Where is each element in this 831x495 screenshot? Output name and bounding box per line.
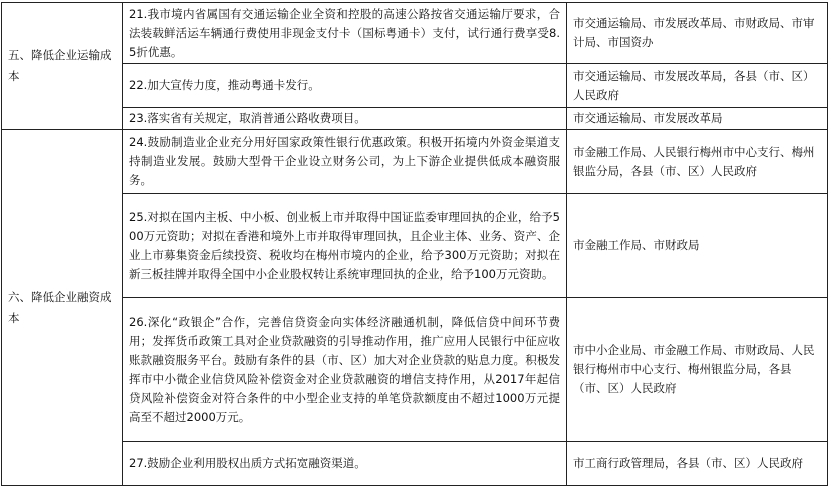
department-cell: 市交通运输局、市发展改革局，各县（市、区）人民政府 [567, 64, 828, 108]
department-cell: 市金融工作局、人民银行梅州市中心支行、梅州银监分局，各县（市、区）人民政府 [567, 130, 828, 194]
department-cell: 市金融工作局、市财政局 [567, 194, 828, 298]
measure-cell: 26.深化“政银企”合作，完善信贷资金向实体经济融通机制，降低信贷中间环节费用；发挥货币政策工具对企业贷款融资的引导推动作用，推广应用人民银行中征应收账款融资服务平台。鼓励有条件的县（市、区）加大对企业贷款的贴息力度。积极发挥市中小微企业信贷风险补偿资金对企业贷款融资的增信支持作用，从2017年起信贷风险补偿资金对符合条件的中小型企业支持的单笔贷款额度由不超过1000万元提高至不超过2000万元。 [123, 298, 567, 442]
measure-cell: 21.我市境内省属国有交通运输企业全资和控股的高速公路按省交通运输厅要求，合法装载鲜活运车辆通行费使用非现金支付卡（国标粤通卡）支付，试行通行费享受8.5折优惠。 [123, 3, 567, 64]
policy-table [1, 2, 828, 486]
table-row [2, 108, 828, 130]
table-row [2, 3, 828, 64]
table-row [2, 64, 828, 108]
measure-cell: 27.鼓励企业利用股权出质方式拓宽融资渠道。 [123, 442, 567, 486]
category-cell: 五、降低企业运输成本 [2, 3, 123, 130]
table-row [2, 442, 828, 486]
table-row [2, 130, 828, 194]
measure-cell: 23.落实省有关规定，取消普通公路收费项目。 [123, 108, 567, 130]
measure-cell: 25.对拟在国内主板、中小板、创业板上市并取得中国证监委审理回执的企业，给予500万元资助；对拟在香港和境外上市并取得审理回执，且企业主体、业务、资产、企业上市募集资金后续投资、税收均在梅州市境内的企业，给予300万元资助；对拟在新三板挂牌并取得全国中小企业股权转让系统审理回执的企业，给予100万元资助。 [123, 194, 567, 298]
category-cell: 六、降低企业融资成本 [2, 130, 123, 486]
measure-cell: 22.加大宣传力度，推动粤通卡发行。 [123, 64, 567, 108]
table-row [2, 298, 828, 442]
table-row [2, 194, 828, 298]
measure-cell: 24.鼓励制造业企业充分用好国家政策性银行优惠政策。积极开拓境内外资金渠道支持制造业发展。鼓励大型骨干企业设立财务公司，为上下游企业提供低成本融资服务。 [123, 130, 567, 194]
department-cell: 市交通运输局、市发展改革局、市财政局、市审计局、市国资办 [567, 3, 828, 64]
department-cell: 市工商行政管理局，各县（市、区）人民政府 [567, 442, 828, 486]
department-cell: 市中小企业局、市金融工作局、市财政局、人民银行梅州市中心支行、梅州银监分局，各县（市、区）人民政府 [567, 298, 828, 442]
department-cell: 市交通运输局、市发展改革局 [567, 108, 828, 130]
